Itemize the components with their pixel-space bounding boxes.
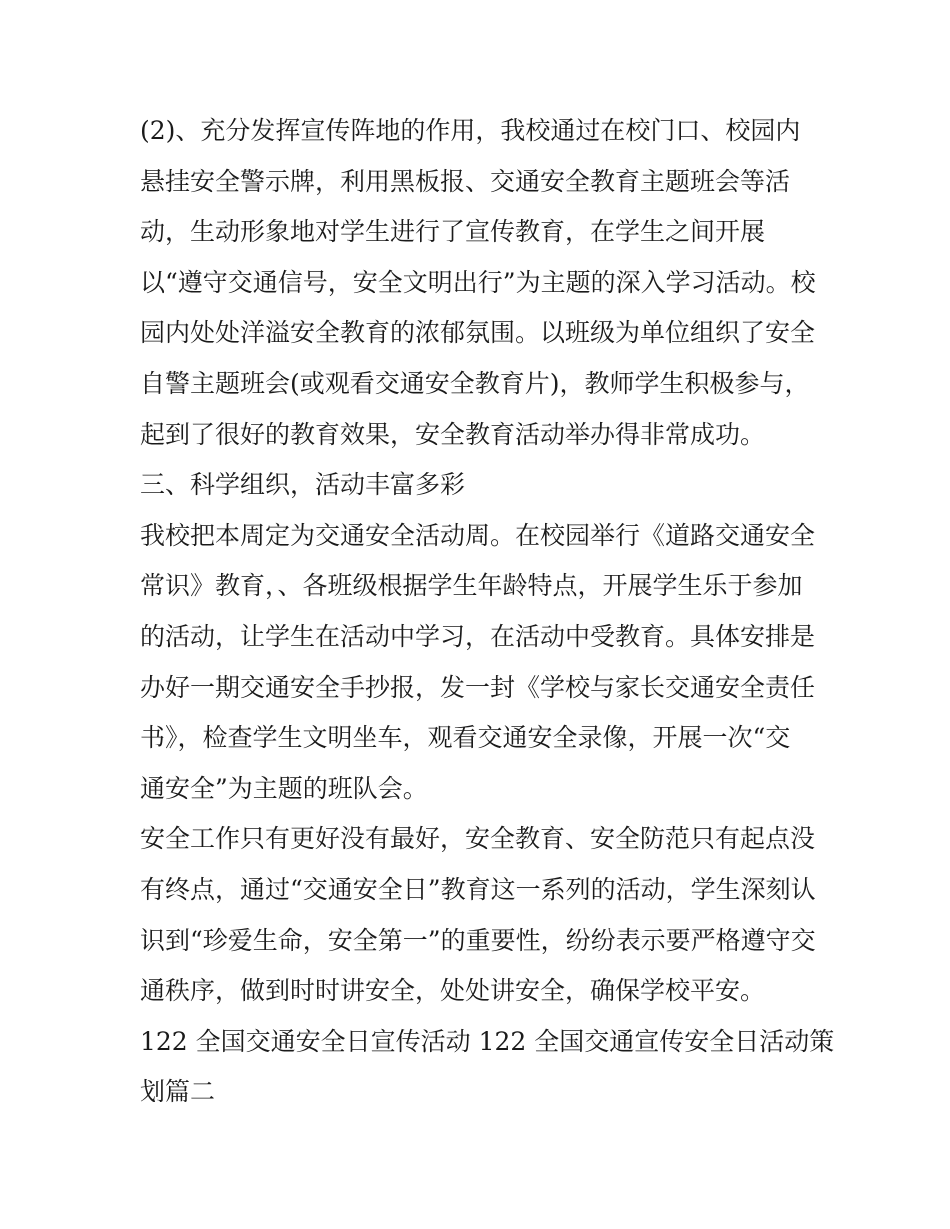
text-line: 园内处处洋溢安全教育的浓郁氛围。以班级为单位组织了安全 (140, 318, 816, 348)
title-line: 122 全国交通安全日宣传活动 122 全国交通宣传安全日活动策 (140, 1026, 835, 1056)
text-line: 通安全”为主题的班队会。 (140, 773, 428, 803)
text-line: 有终点，通过“交通安全日”教育这一系列的活动，学生深刻认 (140, 874, 816, 904)
document-body (140, 106, 835, 1118)
text-line: (2)、充分发挥宣传阵地的作用，我校通过在校门口、校园内 (140, 116, 801, 145)
text-line: 识到“珍爱生命，安全第一”的重要性，纷纷表示要严格遵守交 (140, 925, 816, 955)
title-line: 划篇二 (140, 1077, 216, 1107)
section-heading: 三、科学组织，活动丰富多彩 (140, 470, 466, 500)
text-line: 我校把本周定为交通安全活动周。在校园举行《道路交通安全 (140, 520, 816, 550)
text-line: 的活动，让学生在活动中学习，在活动中受教育。具体安排是 (140, 621, 816, 651)
text-line: 办好一期交通安全手抄报，发一封《学校与家长交通安全责任 (140, 672, 816, 702)
text-line: 自警主题班会(或观看交通安全教育片)，教师学生积极参与， (140, 368, 810, 398)
text-line: 常识》教育，、各班级根据学生年龄特点，开展学生乐于参加 (140, 571, 803, 601)
text-line: 悬挂安全警示牌，利用黑板报、交通安全教育主题班会等活 (140, 166, 791, 196)
text-line: 通秩序，做到时时讲安全，处处讲安全，确保学校平安。 (140, 976, 766, 1006)
text-line: 起到了很好的教育效果，安全教育活动举办得非常成功。 (140, 419, 766, 449)
text-line: 以“遵守交通信号，安全文明出行”为主题的深入学习活动。校 (140, 267, 816, 297)
text-line: 书》，检查学生文明坐车，观看交通安全录像，开展一次“交 (140, 723, 791, 753)
text-line: 安全工作只有更好没有最好，安全教育、安全防范只有起点没 (140, 824, 816, 854)
text-line: 动，生动形象地对学生进行了宣传教育，在学生之间开展 (140, 217, 766, 247)
